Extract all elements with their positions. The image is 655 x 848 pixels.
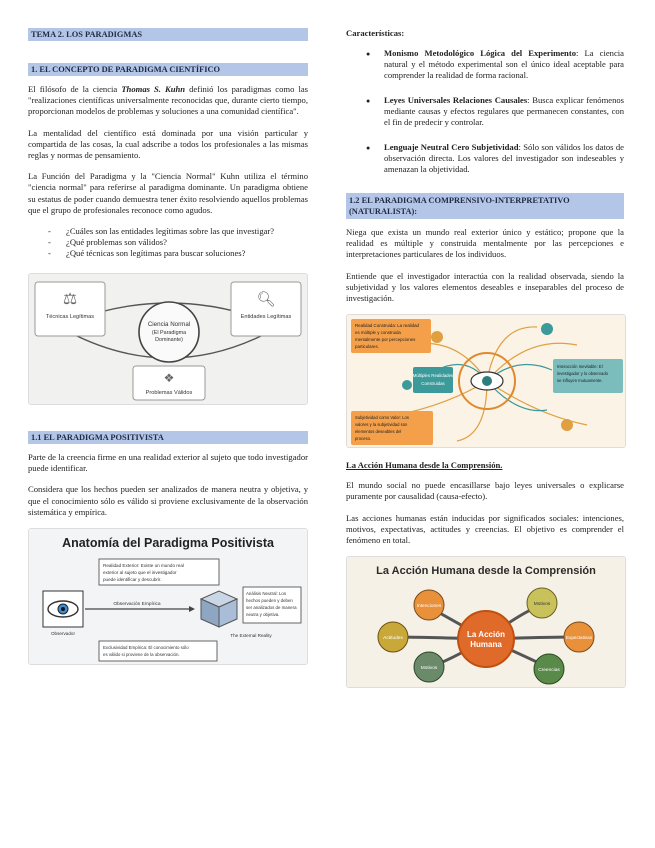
- svg-text:hechos pueden y deben: hechos pueden y deben: [246, 598, 293, 604]
- list-item: ● Lenguaje Neutral Cero Subjetividad: Sólo son válidos los datos de observación directa. Los valores del investigador son indeseables y amenazan la objetividad.: [366, 142, 624, 175]
- fig3-top-left: Realidad Construida: La realidad: [355, 323, 419, 329]
- fig4-node-6: Actitudes: [383, 636, 403, 642]
- paragraph-entiende: Entiende que el investigador interactúa con la realidad observada, siendo la subjetividad y los valores elementos deseables e inseparables del proceso de investigación.: [346, 270, 624, 304]
- figure-ciencia-normal: [28, 273, 308, 405]
- magnifier-icon: 🔍︎: [256, 292, 276, 309]
- paragraph-funcion: La Función del Paradigma y la "Ciencia Normal" Kuhn utiliza el término "ciencia normal" para referirse al paradigma dominante. Un paradigma obtiene su estatus de poder cuando demuestra tener éxito resolviendo aquellos problemas que el grupo de profesionales reconoce como agudos.: [28, 171, 308, 215]
- svg-text:elementos deseables del: elementos deseables del: [355, 429, 402, 435]
- fig2-box-right: Análisis Neutral: Los: [246, 591, 287, 597]
- list-item: - ¿Cuáles son las entidades legítimas sobre las que investigar?: [48, 226, 308, 237]
- svg-text:mentalmente por percepciones: mentalmente por percepciones: [355, 337, 416, 343]
- fig4-node-4: Creencias: [538, 668, 560, 674]
- kuhn-name: Thomas S. Kuhn: [121, 84, 186, 94]
- paragraph-kuhn: El filósofo de la ciencia Thomas S. Kuhn definió los paradigmas como las "realizaciones científicas universalmente reconocidas que, durante cierto tiempo, proporcionan modelos de problemas y soluciones a una comunidad científica".: [28, 84, 308, 117]
- tema-heading: TEMA 2. LOS PARADIGMAS: [28, 28, 308, 41]
- scale-icon: ⚖: [62, 291, 78, 309]
- fig1-bottom-label: Problemas Válidos: [145, 390, 193, 397]
- figure-naturalista: [346, 314, 626, 448]
- fig1-right-label: Entidades Legítimas: [240, 314, 292, 321]
- fig2-reality: The External Reality: [230, 633, 272, 639]
- paragraph-acciones: Las acciones humanas están inducidas por significados sociales: intenciones, motivos, expectativas, actitudes y creencias. El objetivo es comprender el fenómeno en total.: [346, 512, 624, 546]
- fig2-arrow-label: Observación Empírica: [113, 602, 161, 608]
- paragraph-mundo-social: El mundo social no puede encasillarse bajo leyes universales o explicarse puramente por causalidad (causa-efecto).: [346, 480, 624, 502]
- questions-list: [28, 226, 308, 259]
- list-item: ● Leyes Universales Relaciones Causales: Busca explicar fenómenos mediante causas y efectos regulares que permanecen constantes, con el fin de predecir y controlar.: [366, 95, 624, 128]
- right-column: [346, 28, 624, 688]
- fig4-node-2: Motivos: [533, 602, 551, 608]
- caracteristicas-list: [346, 48, 624, 175]
- svg-text:exterior al sujeto que el inve: exterior al sujeto que el investigador: [103, 570, 177, 576]
- fig2-title: Anatomía del Paradigma Positivista: [62, 536, 274, 551]
- figure-positivista: [28, 528, 308, 665]
- svg-text:puede identificar y descubrir.: puede identificar y descubrir.: [103, 577, 162, 583]
- left-column: [28, 28, 308, 665]
- svg-text:ser analizados de manera: ser analizados de manera: [246, 605, 297, 611]
- list-item: ● Monismo Metodológico Lógica del Experimento: La ciencia natural y el método experimental son el único ideal aceptable para comprender la realidad de forma racional.: [366, 48, 624, 81]
- svg-text:neutra y objetiva.: neutra y objetiva.: [246, 612, 280, 618]
- svg-text:se influyen mutuamente.: se influyen mutuamente.: [557, 378, 603, 384]
- svg-text:Construidas: Construidas: [421, 381, 445, 387]
- section12-heading: 1.2 EL PARADIGMA COMPRENSIVO-INTERPRETATIVO (NATURALISTA):: [346, 193, 624, 219]
- svg-text:particulares.: particulares.: [355, 344, 379, 350]
- svg-text:valores y la subjetividad son: valores y la subjetividad son: [355, 422, 408, 428]
- fig1-center-title: Ciencia Normal: [147, 321, 191, 329]
- svg-text:es múltiple y construida: es múltiple y construida: [355, 330, 401, 336]
- cube-icon: ❖: [163, 371, 175, 386]
- paragraph-creencia: Parte de la creencia firme en una realidad exterior al sujeto que todo investigador puede identificar.: [28, 452, 308, 474]
- fig2-box-top: Realidad Exterior: Existe un mundo real: [103, 563, 184, 569]
- fig4-node-3: Expectativas: [565, 635, 593, 641]
- caracteristicas-heading: Características:: [346, 28, 405, 38]
- fig3-right: Interacción Inevitable: El: [557, 364, 603, 370]
- list-item: - ¿Qué problemas son válidos?: [48, 237, 308, 248]
- accion-title: La Acción Humana desde la Comprensión.: [346, 460, 503, 471]
- paragraph-hechos: Considera que los hechos pueden ser analizados de manera neutra y objetiva, y que el conocimiento sólo es válido si proviene exclusivamente de la observación sistemática y empírica.: [28, 484, 308, 517]
- fig4-node-5: Motivos: [420, 666, 438, 672]
- fig2-box-bottom: Exclusividad Empírica: El conocimiento sólo: [103, 645, 189, 651]
- paragraph-mentalidad: La mentalidad del científico está dominada por una visión particular y compartida de las cosas, la cual adscribe a todos los profesionales a las mismas reglas y normas de pensamiento.: [28, 127, 308, 161]
- fig1-left-label: Técnicas Legítimas: [45, 314, 95, 321]
- fig4-node-1: Intenciones: [416, 604, 442, 610]
- svg-text:investigador y lo observado: investigador y lo observado: [557, 371, 608, 377]
- figure-accion-humana: [346, 556, 626, 688]
- svg-text:Dominante): Dominante): [155, 337, 183, 344]
- svg-text:Humana: Humana: [470, 640, 502, 650]
- section11-heading: 1.1 EL PARADIGMA POSITIVISTA: [28, 431, 308, 444]
- svg-text:es válido si proviene de la ob: es válido si proviene de la observación.: [103, 652, 180, 658]
- fig2-observer: Observador: [50, 631, 76, 637]
- fig4-center: La Acción: [467, 630, 505, 640]
- list-item: - ¿Qué técnicas son legítimas para buscar soluciones?: [48, 248, 308, 259]
- fig3-center: Múltiples Realidades: [412, 373, 454, 379]
- fig3-bottom-left: Subjetividad como Valor: Los: [355, 415, 409, 421]
- section1-heading: 1. EL CONCEPTO DE PARADIGMA CIENTÍFICO: [28, 63, 308, 76]
- paragraph-niega: Niega que exista un mundo real exterior único y estático; propone que la realidad es múltiple y construida mentalmente por las percepciones e interpretaciones particulares de los individuos.: [346, 227, 624, 260]
- svg-text:proceso.: proceso.: [355, 436, 372, 442]
- svg-text:(El Paradigma: (El Paradigma: [151, 330, 187, 337]
- fig4-title: La Acción Humana desde la Comprensión: [376, 565, 596, 578]
